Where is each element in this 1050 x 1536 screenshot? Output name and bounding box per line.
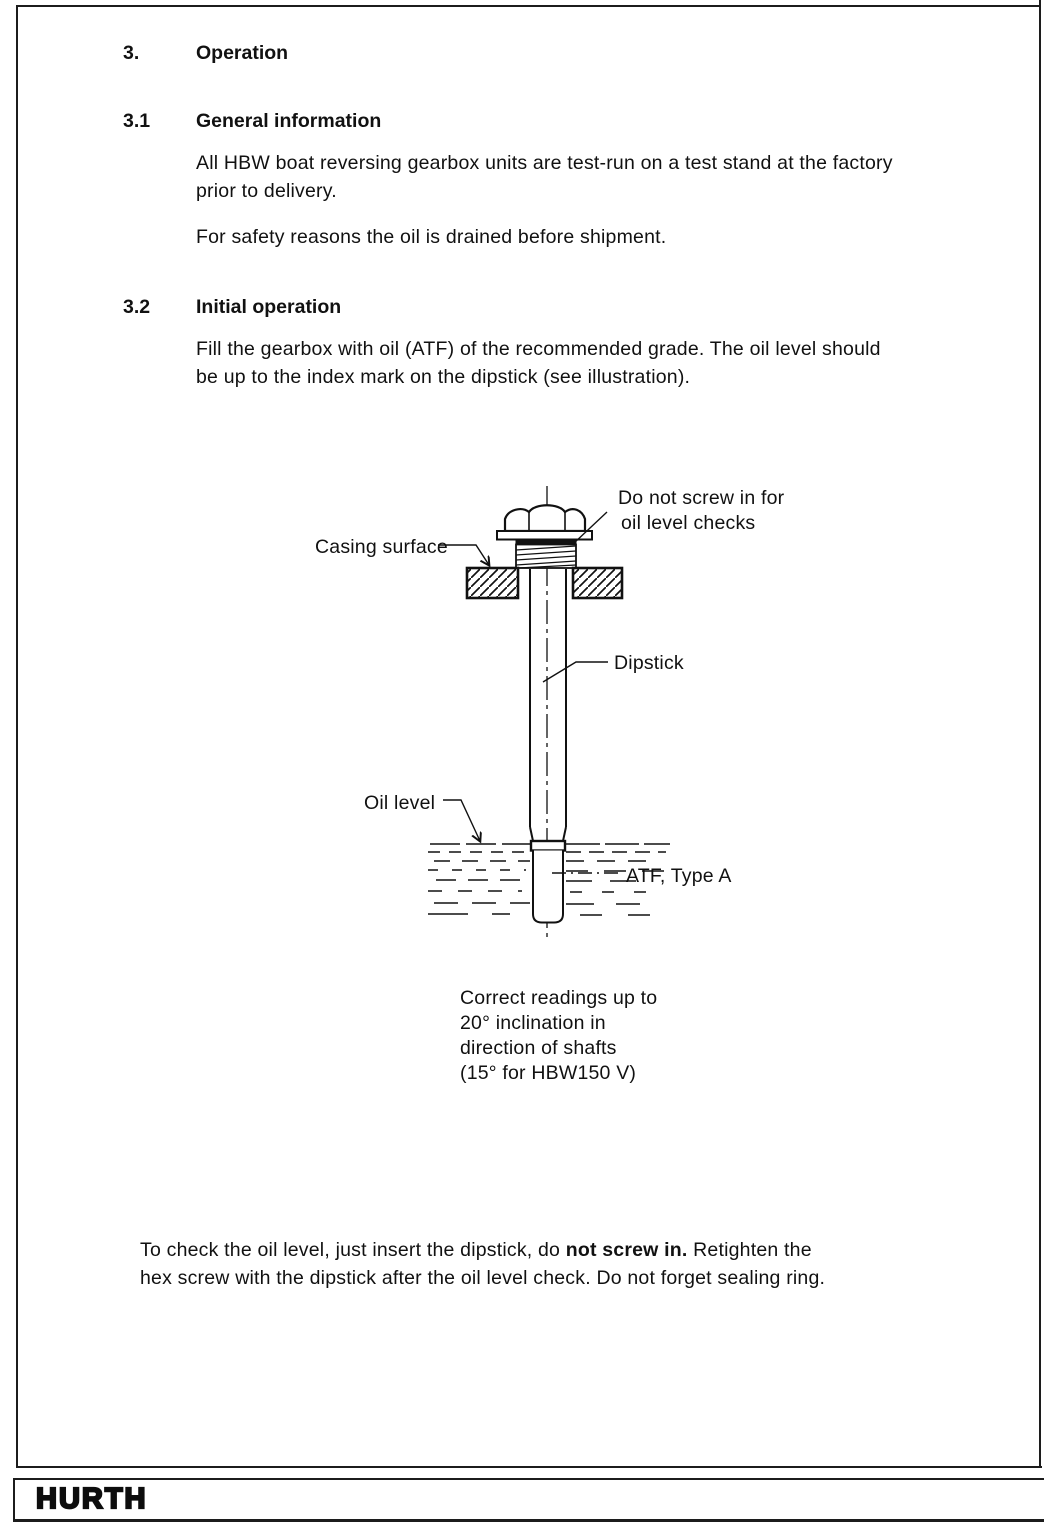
caption-line: direction of shafts [460,1037,617,1059]
diagram-caption [460,986,657,1086]
leader-oil-level [443,800,480,841]
index-mark [531,841,565,851]
paragraph-line: Fill the gearbox with oil (ATF) of the recommended grade. The oil level should [196,338,881,360]
dipstick-diagram [300,470,820,950]
section-32-number: 3.2 [123,296,151,318]
section-3-title: Operation [196,42,289,64]
section-32-heading [123,294,341,321]
dipstick-tip [533,851,563,923]
label-do-not-screw-line2: oil level checks [621,512,756,534]
leader-dipstick [543,662,608,682]
hurth-logo: HURTH [36,1483,148,1515]
paragraph-line: prior to delivery. [196,179,337,202]
caption-line: (15° for HBW150 V) [460,1062,637,1084]
footer-band-top-rule [13,1478,1044,1480]
paragraph-segment: Retighten the [687,1239,812,1261]
page-border-right [1039,0,1041,1466]
paragraph-line: be up to the index mark on the dipstick (see illustration). [196,365,691,388]
footer-band-left-rule [13,1478,15,1522]
hex-bolt-head [505,505,585,531]
section-31-paragraph-1 [196,150,893,205]
oil-check-paragraph [140,1236,825,1292]
casing-block-right [573,568,622,598]
section-32-title: Initial operation [196,296,342,318]
section-31-title: General information [196,110,382,132]
casing-block-left [467,568,518,598]
label-casing-surface: Casing surface [315,536,448,558]
bolt-flange [497,531,592,540]
section-31-heading [123,108,381,135]
page-border-left [16,5,18,1468]
section-3-heading [123,40,288,67]
footer-band-bottom-rule [13,1519,1044,1522]
page-border-bottom [16,1466,1042,1468]
section-31-paragraph-2 [196,224,666,252]
dipstick-rod [530,569,566,841]
caption-line: 20° inclination in [460,1012,606,1034]
label-atf-type-a: ATF, Type A [626,865,732,887]
section-32-paragraph-1 [196,336,881,391]
label-oil-level: Oil level [364,792,436,814]
paragraph-line: All HBW boat reversing gearbox units are test-run on a test stand at the factory [196,152,893,174]
paragraph-segment: To check the oil level, just insert the dipstick, do [140,1239,566,1261]
paragraph-line: hex screw with the dipstick after the oil level check. Do not forget sealing ring. [140,1267,826,1289]
paragraph-bold-segment: not screw in. [565,1239,688,1261]
section-31-number: 3.1 [123,110,151,132]
caption-line: Correct readings up to [460,987,658,1009]
section-3-number: 3. [123,42,140,64]
paragraph-line: For safety reasons the oil is drained before shipment. [196,226,667,248]
label-do-not-screw-line1: Do not screw in for [618,487,785,509]
label-dipstick: Dipstick [614,652,684,674]
page-border-top [16,5,1040,7]
